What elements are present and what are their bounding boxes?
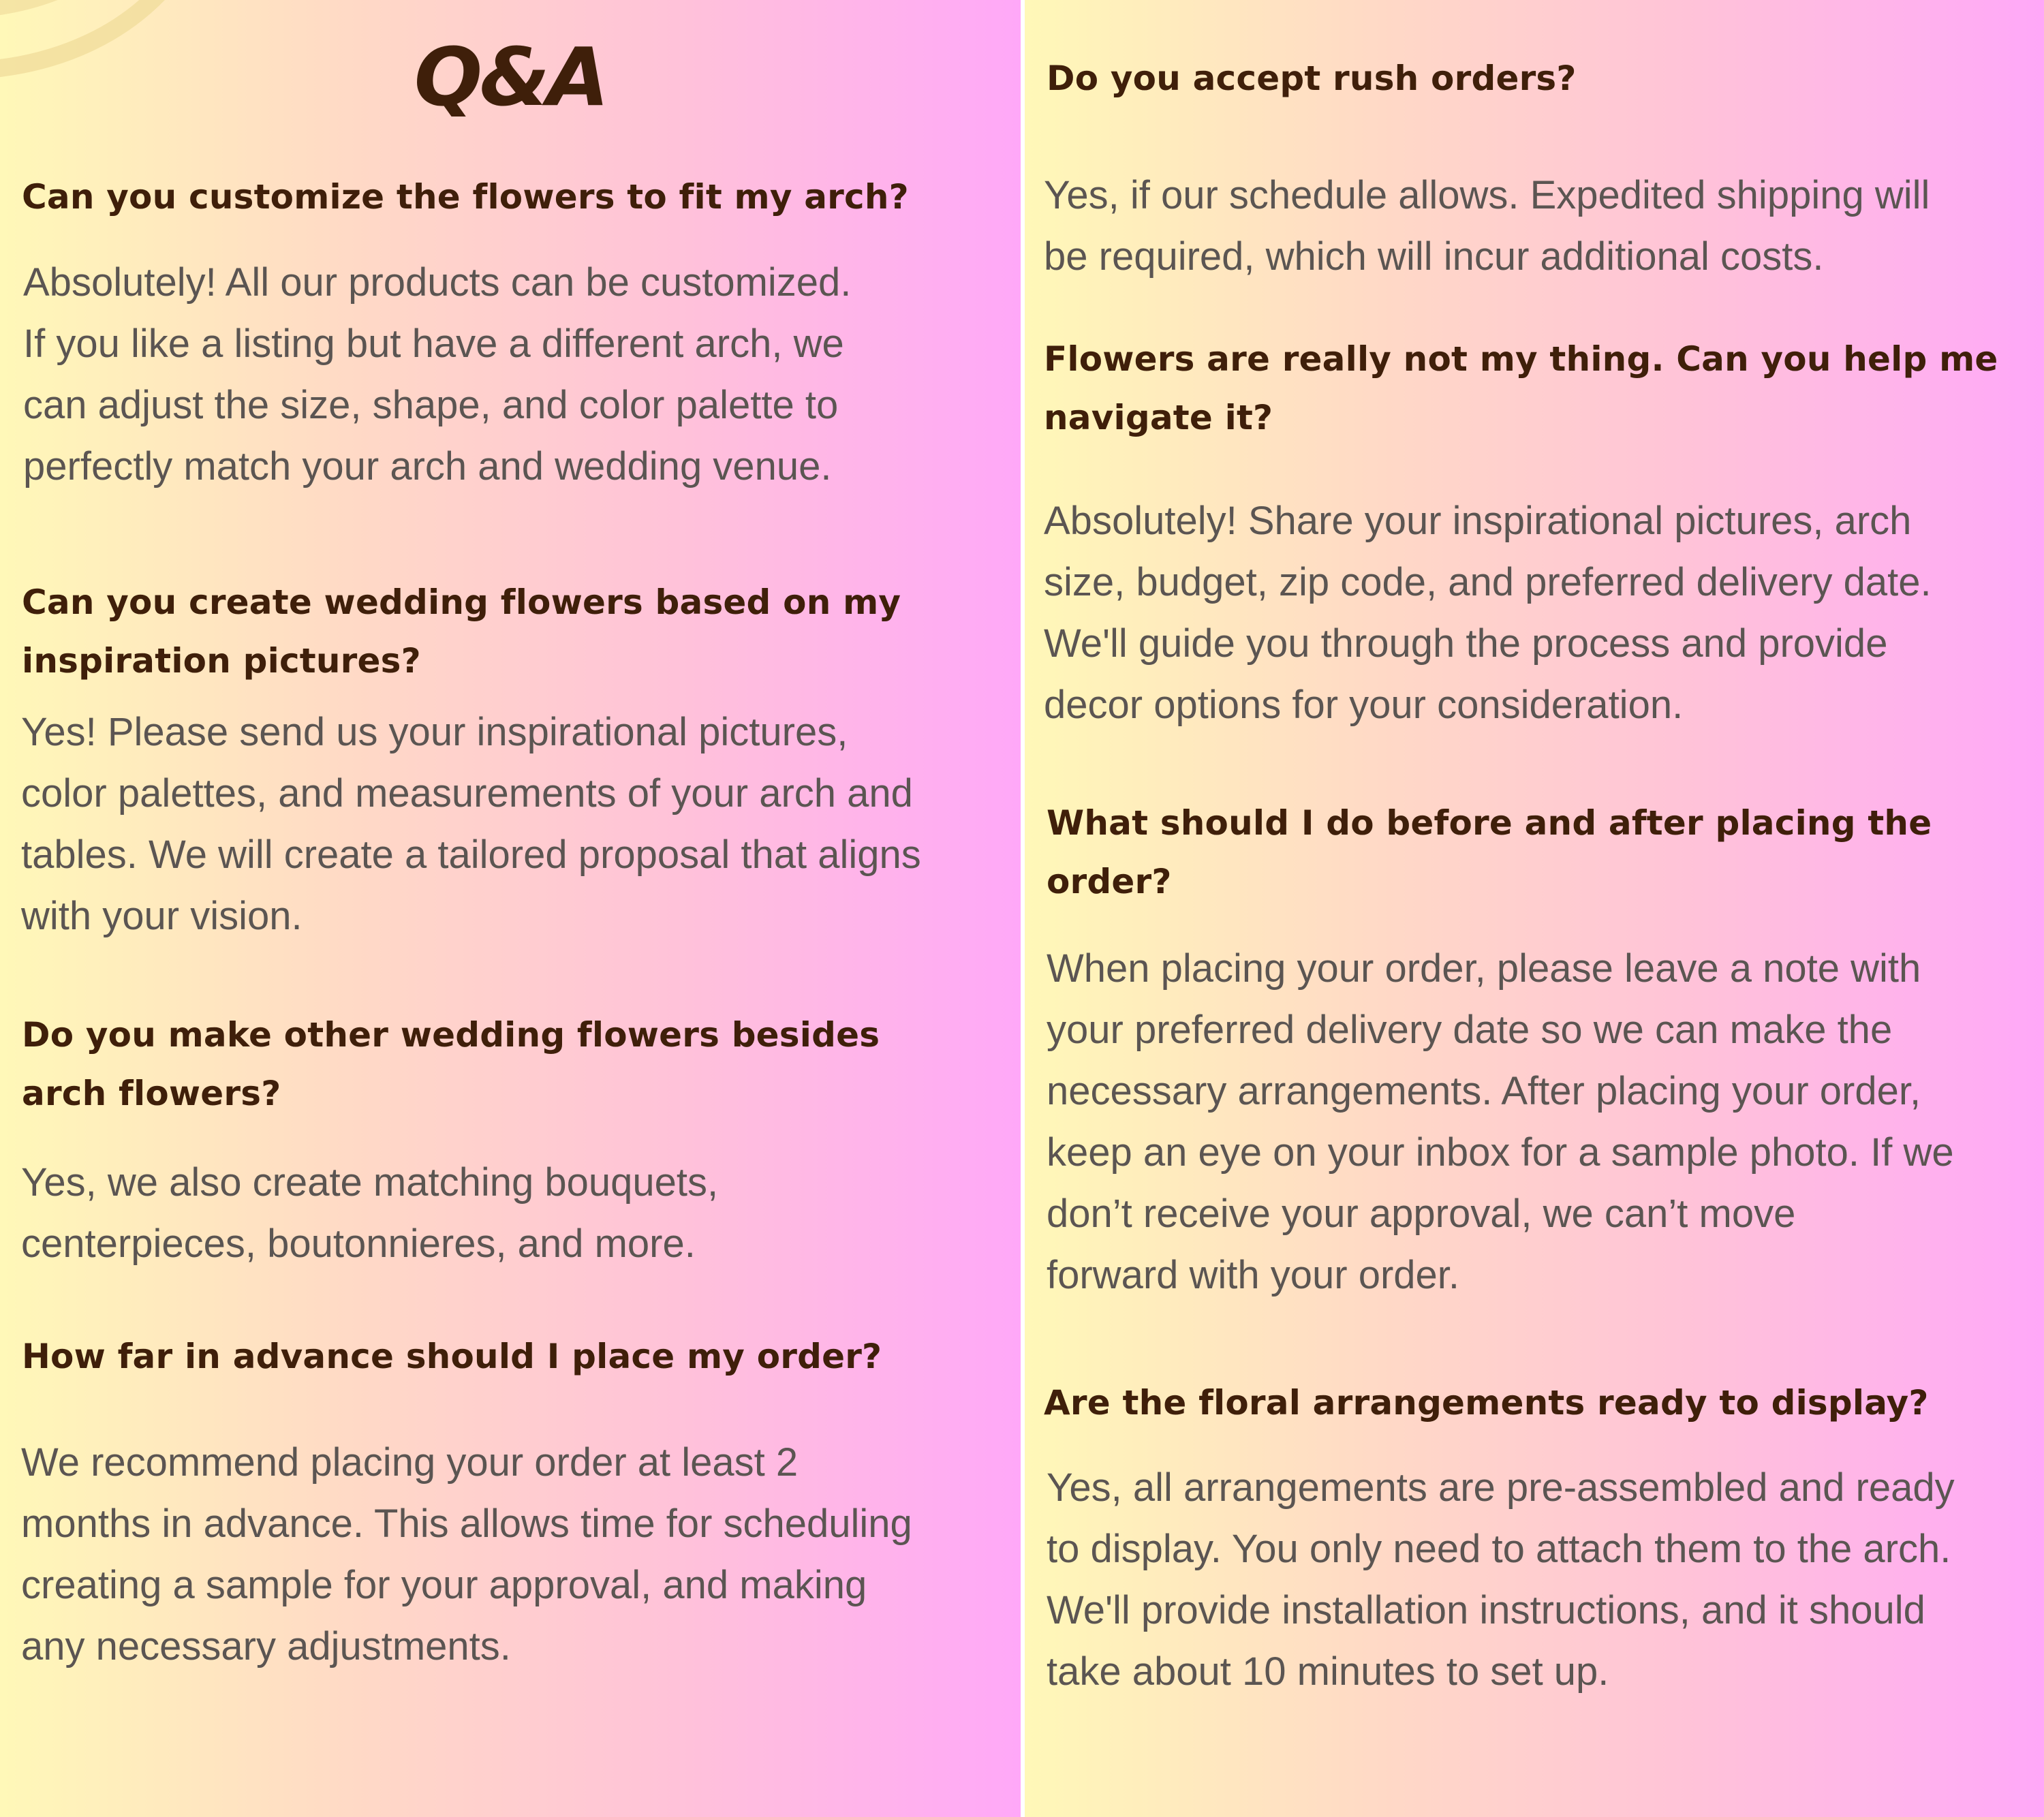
question-ready-to-display: Are the floral arrangements ready to display? — [1044, 1383, 1929, 1423]
question-customize: Can you customize the flowers to fit my arch? — [22, 177, 909, 217]
question-not-my-thing: Flowers are really not my thing. Can you help me navigate it? — [1044, 339, 1998, 437]
right-panel — [1025, 0, 2044, 1817]
answer-rush: Yes, if our schedule allows. Expedited shipping will be required, which will incur additional costs. — [1044, 173, 1930, 279]
answer-other-flowers: Yes, we also create matching bouquets, centerpieces, boutonnieres, and more. — [21, 1160, 719, 1266]
question-before-after: What should I do before and after placing the order? — [1047, 803, 1932, 901]
left-panel — [0, 0, 1021, 1817]
question-inspiration: Can you create wedding flowers based on my inspiration pictures? — [22, 583, 901, 681]
question-rush: Do you accept rush orders? — [1047, 59, 1577, 98]
answer-ready-to-display: Yes, all arrangements are pre-assembled and ready to display. You only need to attach them to the arch. We'll provide installation instructions, and it should take about 10 minutes to set up. — [1047, 1465, 1955, 1694]
answer-advance: We recommend placing your order at least 2 months in advance. This allows time for scheduling creating a sample for your approval, and making any necessary adjustments. — [21, 1440, 912, 1668]
question-other-flowers: Do you make other wedding flowers besides arch flowers? — [22, 1015, 880, 1113]
answer-customize: Absolutely! All our products can be customized. If you like a listing but have a different arch, we can adjust the size, shape, and color palette to perfectly match your arch and wedding venue. — [23, 260, 852, 488]
answer-before-after: When placing your order, please leave a note with your preferred delivery date so we can make the necessary arrangements. After placing your order, keep an eye on your inbox for a sample photo. If we don’t receive your approval, we can’t move forward with your order. — [1047, 946, 1954, 1297]
answer-not-my-thing: Absolutely! Share your inspirational pictures, arch size, budget, zip code, and preferred delivery date. We'll guide you through the process and provide decor options for your consideration. — [1044, 499, 1932, 727]
answer-inspiration: Yes! Please send us your inspirational pictures, color palettes, and measurements of your arch and tables. We will create a tailored proposal that aligns with your vision. — [21, 710, 921, 938]
question-advance: How far in advance should I place my order? — [22, 1337, 882, 1376]
page-title: Q&A — [414, 30, 607, 124]
